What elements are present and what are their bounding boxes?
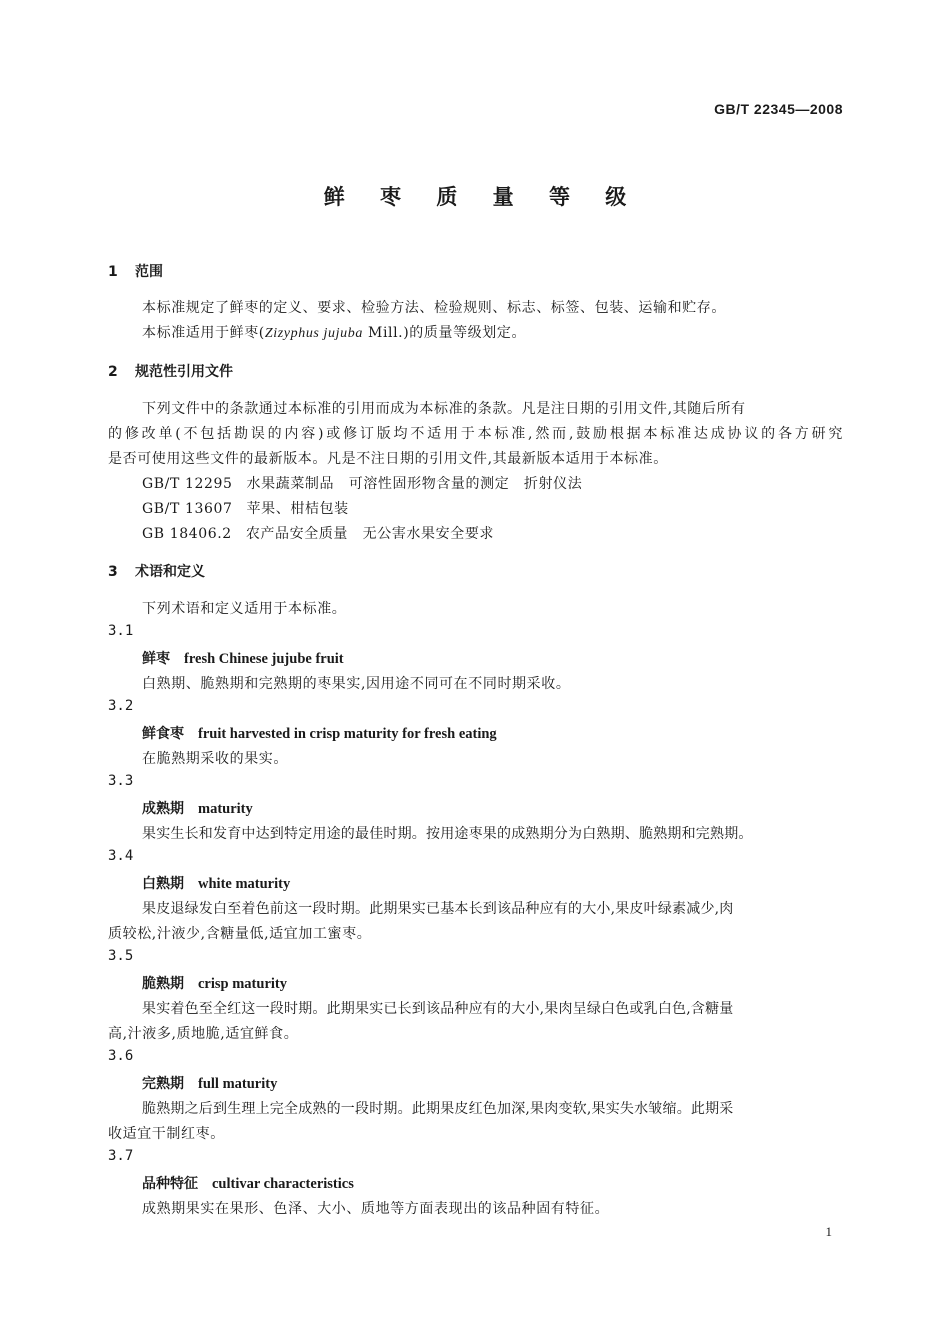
term-en: cultivar characteristics: [212, 1176, 354, 1192]
term-zh: 白熟期: [142, 876, 184, 892]
clause-number: 3.3: [108, 773, 134, 789]
term-zh: 品种特征: [142, 1176, 198, 1192]
paragraph: [142, 322, 526, 342]
section-1-heading: [108, 261, 163, 281]
term-zh: 成熟期: [142, 801, 184, 817]
term-en: fruit harvested in crisp maturity for fresh eating: [198, 726, 497, 742]
term-zh: 脆熟期: [142, 976, 184, 992]
term-definition: 果实生长和发育中达到特定用途的最佳时期。按用途枣果的成熟期分为白熟期、脆熟期和完熟期。: [142, 826, 753, 842]
section-number: 1: [108, 264, 118, 280]
term-en: crisp maturity: [198, 976, 287, 992]
section-number: 3: [108, 564, 118, 580]
paragraph-line: 的修改单(不包括勘误的内容)或修订版均不适用于本标准,然而,鼓励根据本标准达成协议的各方研究: [108, 426, 843, 442]
term-definition-line: 脆熟期之后到生理上完全成熟的一段时期。此期果皮红色加深,果肉变软,果实失水皱缩。此期采: [142, 1101, 734, 1117]
term-en: maturity: [198, 801, 253, 817]
term-heading: [142, 1073, 277, 1093]
reference-item: [142, 523, 508, 543]
clause-number: 3.5: [108, 948, 134, 964]
paragraph: 本标准规定了鲜枣的定义、要求、检验方法、检验规则、标志、标签、包装、运输和贮存。: [142, 300, 726, 316]
term-definition: 成熟期果实在果形、色泽、大小、质地等方面表现出的该品种固有特征。: [142, 1201, 610, 1217]
section-number: 2: [108, 364, 118, 380]
text: Mill.)的质量等级划定。: [362, 325, 527, 341]
reference-code: GB 18406.2: [142, 526, 232, 542]
term-heading: [142, 1173, 354, 1193]
section-3-heading: [108, 561, 205, 581]
term-en: fresh Chinese jujube fruit: [184, 651, 344, 667]
term-heading: [142, 723, 497, 743]
reference-code: GB/T 13607: [142, 501, 233, 517]
reference-item: [142, 473, 596, 493]
term-zh: 鲜枣: [142, 651, 170, 667]
paragraph-line: 下列文件中的条款通过本标准的引用而成为本标准的条款。凡是注日期的引用文件,其随后所有: [142, 401, 746, 417]
term-zh: 完熟期: [142, 1076, 184, 1092]
section-title: 规范性引用文件: [135, 364, 233, 380]
term-definition-line: 果实着色至全红这一段时期。此期果实已长到该品种应有的大小,果肉呈绿白色或乳白色,含糖量: [142, 1001, 734, 1017]
reference-code: GB/T 12295: [142, 476, 233, 492]
clause-number: 3.4: [108, 848, 134, 864]
text: 本标准适用于鲜枣(: [142, 325, 265, 341]
latin-name: Zizyphus jujuba: [264, 326, 363, 341]
term-heading: [142, 798, 253, 818]
term-en: full maturity: [198, 1076, 278, 1092]
clause-number: 3.7: [108, 1148, 134, 1164]
term-definition-line: 收适宜干制红枣。: [108, 1126, 225, 1142]
term-definition-line: 高,汁液多,质地脆,适宜鲜食。: [108, 1026, 299, 1042]
section-title: 术语和定义: [135, 564, 205, 580]
term-zh: 鲜食枣: [142, 726, 184, 742]
paragraph: 下列术语和定义适用于本标准。: [142, 601, 347, 617]
reference-title: 水果蔬菜制品 可溶性固形物含量的测定 折射仪法: [246, 476, 583, 492]
page-number: 1: [825, 1224, 832, 1239]
section-title: 范围: [135, 264, 163, 280]
term-heading: [142, 973, 287, 993]
term-heading: [142, 648, 344, 668]
term-definition: 白熟期、脆熟期和完熟期的枣果实,因用途不同可在不同时期采收。: [142, 676, 571, 692]
clause-number: 3.1: [108, 623, 134, 639]
term-definition-line: 质较松,汁液少,含糖量低,适宜加工蜜枣。: [108, 926, 372, 942]
section-2-heading: [108, 361, 233, 381]
clause-number: 3.6: [108, 1048, 134, 1064]
term-en: white maturity: [198, 876, 291, 892]
term-heading: [142, 873, 290, 893]
clause-number: 3.2: [108, 698, 134, 714]
term-definition-line: 果皮退绿发白至着色前这一段时期。此期果实已基本长到该品种应有的大小,果皮叶绿素减少,肉: [142, 901, 734, 917]
term-definition: 在脆熟期采收的果实。: [142, 751, 288, 767]
paragraph-line: 是否可使用这些文件的最新版本。凡是不注日期的引用文件,其最新版本适用于本标准。: [108, 451, 668, 467]
standard-number: GB/T 22345—2008: [714, 101, 843, 117]
reference-title: 农产品安全质量 无公害水果安全要求: [245, 526, 495, 542]
reference-item: [142, 498, 363, 518]
reference-title: 苹果、柑桔包装: [246, 501, 349, 517]
page-title: 鲜 枣 质 量 等 级: [323, 185, 641, 209]
